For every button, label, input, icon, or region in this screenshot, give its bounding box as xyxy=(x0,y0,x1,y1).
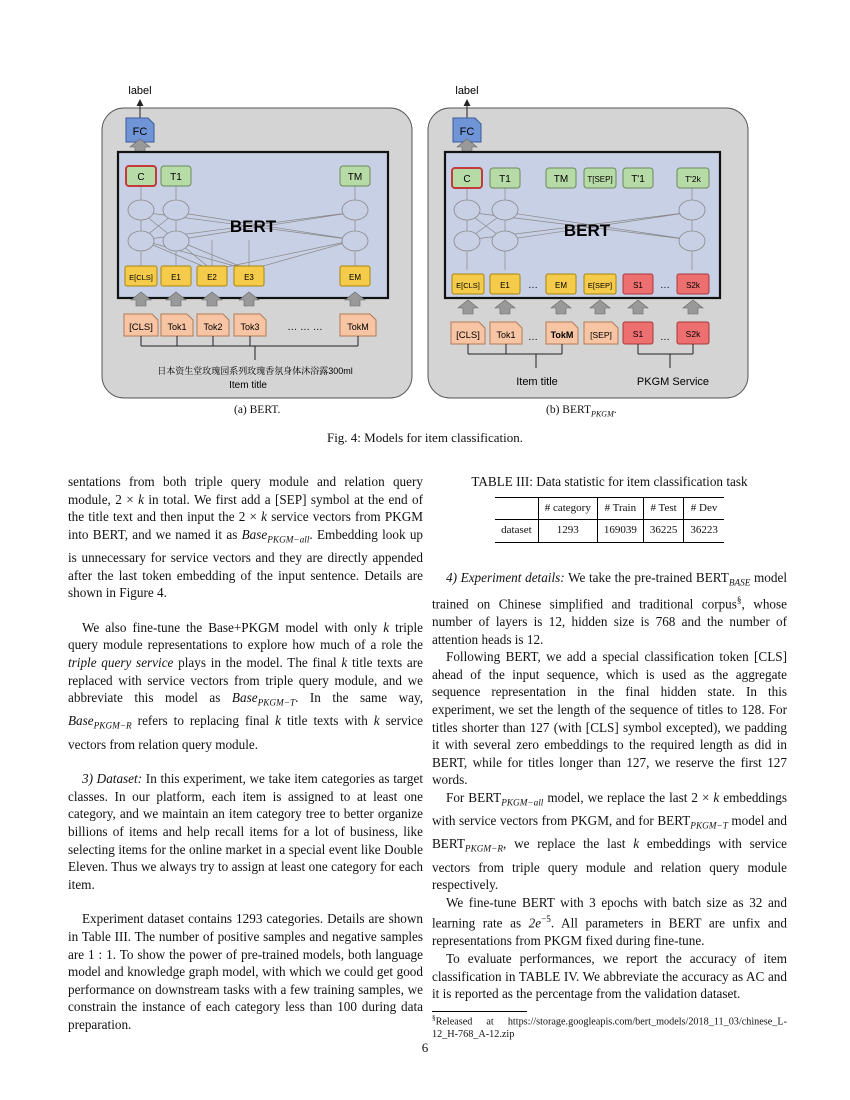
paragraph: To evaluate performances, we report the accuracy of item classification in TABLE IV. We abbreviate the accuracy as AC and it is reported as the percentage from the validation dataset. xyxy=(432,951,787,1002)
panel-b-input-sep: [SEP] xyxy=(590,330,612,340)
subcaption-a: (a) BERT. xyxy=(234,404,281,416)
panel-a-top-c: C xyxy=(137,172,145,183)
panel-a-input-tok2: Tok2 xyxy=(203,322,223,332)
panel-b-top-tm: TM xyxy=(553,174,569,185)
panel-b-emb-cls: E[CLS] xyxy=(456,281,480,290)
paragraph: We fine-tune BERT with 3 epochs with batch size as 32 and learning rate as $2e^{-5}$. All parameters in BERT are unfix and representations from PKGM fixed during fine-tune. xyxy=(432,894,787,949)
panel-b xyxy=(428,85,748,398)
panel-a-chinese-title: 日本资生堂玫瑰园系列玫瑰香氛身体沐浴露300ml xyxy=(157,366,353,376)
panel-b-top-t2k: T'2k xyxy=(685,174,701,184)
section-heading-experiment: 4) Experiment details: xyxy=(446,569,565,585)
panel-b-top-t1p: T'1 xyxy=(631,174,645,185)
left-column xyxy=(68,473,423,1034)
panel-b-input-cls: [CLS] xyxy=(456,330,480,341)
table-row: dataset 1293 169039 36225 36223 xyxy=(495,520,724,543)
paragraph: 4) Experiment details: We take the pre-trained $BERT_{BASE}$ model trained on Chinese simplified and traditional corpus§, whose number of layers is 12, hidden size is 768 and the number of attention heads is 12. xyxy=(432,569,787,647)
panel-b-emb-s1: S1 xyxy=(633,281,643,290)
paragraph: Experiment dataset contains 1293 categories. Details are shown in Table III. The number of positive samples and negative samples are 1 : 1. To show the power of pre-trained models, both language model and knowledge graph model, with which we could get good performance on downstream tasks with a few training samples, we constrain the instance of each category less than 100 during data preparation. xyxy=(68,911,423,1032)
right-column xyxy=(432,473,787,1041)
panel-b-input-s1: S1 xyxy=(632,329,644,339)
panel-a-input-dots: … … … xyxy=(287,322,323,333)
panel-a-emb-2: E2 xyxy=(207,273,217,282)
panel-b-input-s2k: S2k xyxy=(685,329,701,339)
figure-4 xyxy=(0,0,850,460)
panel-b-emb-1: E1 xyxy=(500,281,510,290)
section-heading-dataset: 3) Dataset: xyxy=(82,771,143,787)
panel-b-top-tsep: T[SEP] xyxy=(587,175,613,184)
figure-caption: Fig. 4: Models for item classification. xyxy=(326,430,524,445)
panel-b-pkgm-service: PKGM Service xyxy=(636,376,710,388)
data-table xyxy=(495,497,724,543)
panel-a-input-cls: [CLS] xyxy=(129,322,153,333)
table-header-row: # category # Train # Test # Dev xyxy=(495,497,724,520)
panel-a-emb-cls: E[CLS] xyxy=(129,273,153,282)
page-number: 6 xyxy=(421,1040,429,1055)
panel-b-fc-text: FC xyxy=(459,126,475,138)
panel-a-fc-text: FC xyxy=(132,126,148,138)
panel-b-emb-sep: E[SEP] xyxy=(587,281,613,290)
panel-b-bert-text: BERT xyxy=(563,221,611,240)
panel-a-input-tok1: Tok1 xyxy=(167,322,187,332)
panel-a-label-text: label xyxy=(128,85,152,97)
panel-a-input-tok3: Tok3 xyxy=(240,322,260,332)
panel-b-input-tok1: Tok1 xyxy=(496,330,516,340)
panel-a-input-tokm: TokM xyxy=(347,322,369,332)
panel-a-item-title: Item title xyxy=(229,380,267,391)
paragraph: For $BERT_{PKGM-all}$ model, we replace the last 2 × k embeddings with service vectors from PKGM, and for $BERT_{PKGM-T}$ model and $BERT_{PKGM-R}$, we replace the last k embeddings with service vectors from triple query module and relation query module respectively. xyxy=(432,789,787,893)
panel-b-label-text: label xyxy=(455,85,479,97)
panel-b-emb-m: EM xyxy=(555,281,567,290)
panel-a-bert-text: BERT xyxy=(229,217,277,236)
panel-b-item-title: Item title xyxy=(516,376,558,388)
panel-b-emb-dots2: … xyxy=(660,280,670,291)
paragraph: 3) Dataset: In this experiment, we take item categories as target classes. In our platform, each item is assigned to at least one category, and we maintain an item category tree to better organize billions of items and help recall items for a lot of business, like selecting items for the online market in a special event like Double Eleven. Thus we always try to assign at least one category for each item. xyxy=(68,771,424,892)
panel-b-input-tokm: TokM xyxy=(550,330,574,340)
panel-a-emb-m: EM xyxy=(349,273,361,282)
panel-a-emb-1: E1 xyxy=(171,273,181,282)
panel-b-top-t1: T1 xyxy=(499,174,511,185)
panel-b-emb-dots: … xyxy=(528,280,538,291)
table-title: TABLE III: Data statistic for item classification task xyxy=(471,474,748,489)
paragraph: sentations from both triple query module and relation query module, 2 × k in total. We first add a [SEP] symbol at the end of the title text and then input the 2 × k service vectors from PKGM into BERT, and we named it as Base$_{PKGM-all}$. Embedding look up is unnecessary for service vectors and they are directly appended after the last token embedding of the input sentence. Details are shown in Figure 4. xyxy=(68,474,424,601)
panel-a-emb-3: E3 xyxy=(244,273,254,282)
paragraph: We also fine-tune the Base+PKGM model with only k triple query module representations to explore how much of a role the triple query service plays in the model. The final k title texts are replaced with service vectors from triple query module, and we abbreviate this model as Base$_{PKGM-T}$. In the same way, Base$_{PKGM-R}$ refers to replacing final k title texts with k service vectors from relation query module. xyxy=(68,619,423,752)
footnote: §Released at https://storage.googleapis.com/bert_models/2018_11_03/chinese_L-12_H-768_A-12.zip xyxy=(432,1013,787,1041)
panel-b-input-dots: … xyxy=(528,332,538,343)
panel-b-emb-s2k: S2k xyxy=(686,281,700,290)
panel-b-top-c: C xyxy=(463,174,471,185)
paragraph: Following BERT, we add a special classification token [CLS] ahead of the input sequence, which is used as the aggregate sequence representation in the final hidden state. In this experiment, we set the length of the sequence of titles to 128. For titles shorter than 127 (with [CLS] symbol excepted), we padding it with several zero embeddings to the required length as did in BERT, while for titles longer than 127, we reserve the first 127 words. xyxy=(432,649,787,788)
panel-a xyxy=(102,85,412,398)
figure-diagram xyxy=(0,0,850,430)
panel-b-input-dots2: … xyxy=(660,332,670,343)
subcaption-b: (b) $BERT_{PKGM}$. xyxy=(546,404,617,419)
footnote-link[interactable]: Released at https://storage.googleapis.com/bert_models/2018_11_03/chinese_L-12_H-768_A-12.zip xyxy=(432,1016,787,1041)
panel-a-top-t1: T1 xyxy=(170,172,182,183)
panel-a-top-tm: TM xyxy=(347,172,363,183)
